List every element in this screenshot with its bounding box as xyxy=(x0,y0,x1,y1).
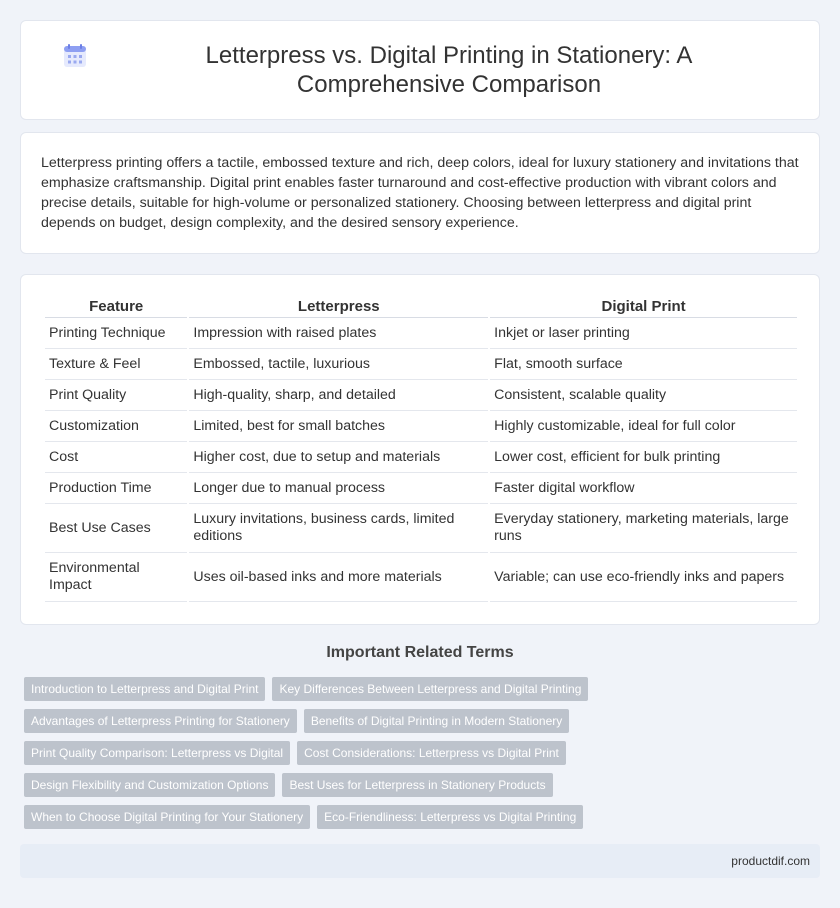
table-row xyxy=(45,553,797,602)
related-term-tag[interactable]: Introduction to Letterpress and Digital Print xyxy=(24,677,265,701)
table-row xyxy=(45,349,797,380)
table-row xyxy=(45,411,797,442)
header-card xyxy=(20,20,820,120)
related-terms-list xyxy=(24,677,824,837)
intro-paragraph: Letterpress printing offers a tactile, embossed texture and rich, deep colors, ideal for luxury stationery and invitations that emphasize craftsmanship. Digital print enables faster turnaround and cost-effective production with vibrant colors and precise details, suitable for high-volume or personalized stationery. Choosing between letterpress and digital print depends on budget, design complexity, and the desired sensory experience. xyxy=(41,155,799,231)
table-cell: Higher cost, due to setup and materials xyxy=(189,442,488,473)
intro-card xyxy=(20,132,820,254)
related-term-tag[interactable]: Best Uses for Letterpress in Stationery Products xyxy=(282,773,552,797)
table-cell: Variable; can use eco-friendly inks and papers xyxy=(490,553,797,602)
table-header-row xyxy=(45,293,797,318)
comparison-table xyxy=(43,293,799,602)
table-cell: Customization xyxy=(45,411,187,442)
table-cell: Longer due to manual process xyxy=(189,473,488,504)
table-row xyxy=(45,442,797,473)
related-terms-title: Important Related Terms xyxy=(326,644,514,661)
table-cell: Environmental Impact xyxy=(45,553,187,602)
related-term-tag[interactable]: When to Choose Digital Printing for Your Stationery xyxy=(24,805,310,829)
table-cell: Limited, best for small batches xyxy=(189,411,488,442)
table-cell: Consistent, scalable quality xyxy=(490,380,797,411)
footer-site-name[interactable]: productdif.com xyxy=(731,854,810,868)
table-row xyxy=(45,318,797,349)
table-cell: Highly customizable, ideal for full color xyxy=(490,411,797,442)
page-title: Letterpress vs. Digital Printing in Stationery: A Comprehensive Comparison xyxy=(205,42,693,98)
related-term-tag[interactable]: Print Quality Comparison: Letterpress vs Digital xyxy=(24,741,290,765)
table-cell: Everyday stationery, marketing materials, large runs xyxy=(490,504,797,553)
footer xyxy=(20,844,820,878)
calendar-icon xyxy=(61,42,89,70)
table-cell: Printing Technique xyxy=(45,318,187,349)
related-term-tag[interactable]: Eco-Friendliness: Letterpress vs Digital Printing xyxy=(317,805,583,829)
table-cell: High-quality, sharp, and detailed xyxy=(189,380,488,411)
table-cell: Flat, smooth surface xyxy=(490,349,797,380)
related-term-tag[interactable]: Design Flexibility and Customization Options xyxy=(24,773,275,797)
header-feature: Feature xyxy=(45,293,187,318)
table-cell: Best Use Cases xyxy=(45,504,187,553)
table-row xyxy=(45,380,797,411)
comparison-table-card xyxy=(20,274,820,625)
header-digital-print: Digital Print xyxy=(490,293,797,318)
table-cell: Cost xyxy=(45,442,187,473)
related-term-tag[interactable]: Benefits of Digital Printing in Modern Stationery xyxy=(304,709,569,733)
table-cell: Lower cost, efficient for bulk printing xyxy=(490,442,797,473)
table-row xyxy=(45,504,797,553)
table-cell: Uses oil-based inks and more materials xyxy=(189,553,488,602)
related-term-tag[interactable]: Key Differences Between Letterpress and Digital Printing xyxy=(272,677,588,701)
table-cell: Luxury invitations, business cards, limited editions xyxy=(189,504,488,553)
table-row xyxy=(45,473,797,504)
table-cell: Texture & Feel xyxy=(45,349,187,380)
table-cell: Faster digital workflow xyxy=(490,473,797,504)
table-cell: Embossed, tactile, luxurious xyxy=(189,349,488,380)
table-cell: Impression with raised plates xyxy=(189,318,488,349)
header-letterpress: Letterpress xyxy=(189,293,488,318)
table-cell: Production Time xyxy=(45,473,187,504)
table-cell: Inkjet or laser printing xyxy=(490,318,797,349)
related-term-tag[interactable]: Cost Considerations: Letterpress vs Digital Print xyxy=(297,741,566,765)
related-term-tag[interactable]: Advantages of Letterpress Printing for Stationery xyxy=(24,709,297,733)
table-cell: Print Quality xyxy=(45,380,187,411)
